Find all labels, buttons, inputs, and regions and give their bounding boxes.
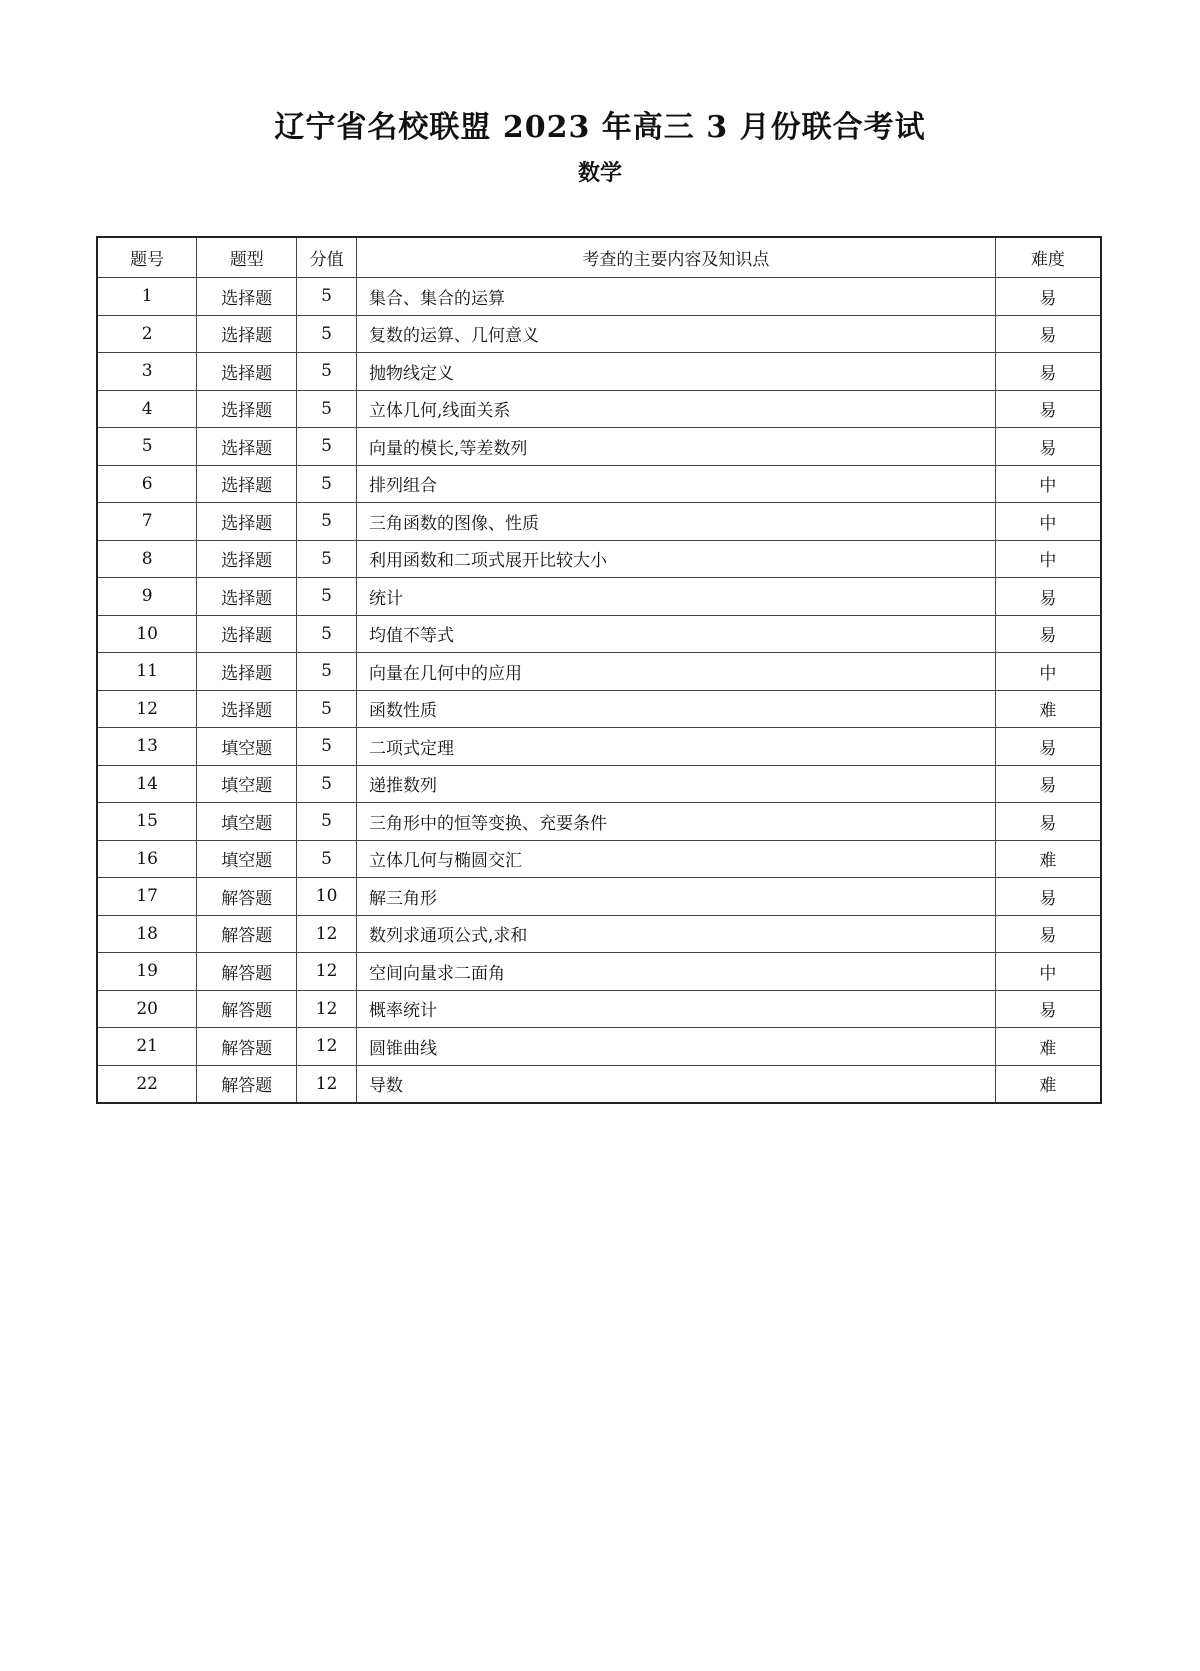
cell-type: 选择题 bbox=[197, 690, 297, 728]
table-row bbox=[97, 428, 1101, 466]
cell-score: 5 bbox=[297, 465, 357, 503]
cell-type: 选择题 bbox=[197, 278, 297, 316]
cell-score: 5 bbox=[297, 278, 357, 316]
table-row bbox=[97, 878, 1101, 916]
cell-number: 9 bbox=[97, 578, 197, 616]
cell-number: 3 bbox=[97, 353, 197, 391]
cell-number: 11 bbox=[97, 653, 197, 691]
cell-number: 1 bbox=[97, 278, 197, 316]
cell-difficulty: 难 bbox=[995, 840, 1101, 878]
table-row bbox=[97, 1065, 1101, 1103]
cell-difficulty: 易 bbox=[995, 915, 1101, 953]
table-row bbox=[97, 953, 1101, 991]
cell-type: 选择题 bbox=[197, 615, 297, 653]
cell-difficulty: 难 bbox=[995, 1028, 1101, 1066]
cell-difficulty: 易 bbox=[995, 353, 1101, 391]
cell-number: 19 bbox=[97, 953, 197, 991]
cell-content: 立体几何与椭圆交汇 bbox=[357, 840, 996, 878]
cell-score: 5 bbox=[297, 728, 357, 766]
cell-score: 5 bbox=[297, 765, 357, 803]
cell-type: 选择题 bbox=[197, 390, 297, 428]
cell-score: 5 bbox=[297, 390, 357, 428]
cell-content: 向量的模长,等差数列 bbox=[357, 428, 996, 466]
table-row bbox=[97, 690, 1101, 728]
table-row bbox=[97, 1028, 1101, 1066]
cell-number: 2 bbox=[97, 315, 197, 353]
cell-difficulty: 难 bbox=[995, 1065, 1101, 1103]
header-number: 题号 bbox=[97, 237, 197, 278]
cell-content: 利用函数和二项式展开比较大小 bbox=[357, 540, 996, 578]
cell-number: 14 bbox=[97, 765, 197, 803]
cell-difficulty: 易 bbox=[995, 315, 1101, 353]
cell-type: 填空题 bbox=[197, 728, 297, 766]
cell-difficulty: 中 bbox=[995, 465, 1101, 503]
table-row bbox=[97, 990, 1101, 1028]
cell-score: 5 bbox=[297, 540, 357, 578]
page-title: 辽宁省名校联盟 2023 年高三 3 月份联合考试 bbox=[274, 110, 926, 145]
cell-content: 三角形中的恒等变换、充要条件 bbox=[357, 803, 996, 841]
table-row bbox=[97, 390, 1101, 428]
table-row bbox=[97, 465, 1101, 503]
cell-difficulty: 易 bbox=[995, 615, 1101, 653]
cell-score: 5 bbox=[297, 803, 357, 841]
cell-content: 均值不等式 bbox=[357, 615, 996, 653]
cell-score: 12 bbox=[297, 915, 357, 953]
cell-content: 向量在几何中的应用 bbox=[357, 653, 996, 691]
cell-number: 20 bbox=[97, 990, 197, 1028]
cell-type: 选择题 bbox=[197, 653, 297, 691]
cell-number: 8 bbox=[97, 540, 197, 578]
header-type: 题型 bbox=[197, 237, 297, 278]
cell-difficulty: 中 bbox=[995, 503, 1101, 541]
cell-score: 12 bbox=[297, 953, 357, 991]
table-row bbox=[97, 915, 1101, 953]
cell-number: 10 bbox=[97, 615, 197, 653]
cell-score: 5 bbox=[297, 840, 357, 878]
cell-score: 5 bbox=[297, 503, 357, 541]
table-row bbox=[97, 728, 1101, 766]
cell-content: 数列求通项公式,求和 bbox=[357, 915, 996, 953]
cell-content: 排列组合 bbox=[357, 465, 996, 503]
cell-difficulty: 中 bbox=[995, 953, 1101, 991]
cell-content: 导数 bbox=[357, 1065, 996, 1103]
cell-content: 概率统计 bbox=[357, 990, 996, 1028]
cell-score: 5 bbox=[297, 315, 357, 353]
table-row bbox=[97, 540, 1101, 578]
cell-type: 选择题 bbox=[197, 315, 297, 353]
cell-type: 解答题 bbox=[197, 915, 297, 953]
header-score: 分值 bbox=[297, 237, 357, 278]
table-row bbox=[97, 315, 1101, 353]
cell-number: 17 bbox=[97, 878, 197, 916]
cell-number: 16 bbox=[97, 840, 197, 878]
cell-difficulty: 易 bbox=[995, 878, 1101, 916]
cell-number: 4 bbox=[97, 390, 197, 428]
cell-type: 选择题 bbox=[197, 465, 297, 503]
cell-type: 解答题 bbox=[197, 1028, 297, 1066]
table-row bbox=[97, 353, 1101, 391]
header-difficulty: 难度 bbox=[995, 237, 1101, 278]
cell-content: 圆锥曲线 bbox=[357, 1028, 996, 1066]
cell-number: 21 bbox=[97, 1028, 197, 1066]
cell-type: 填空题 bbox=[197, 840, 297, 878]
cell-score: 5 bbox=[297, 578, 357, 616]
table-row bbox=[97, 615, 1101, 653]
cell-content: 立体几何,线面关系 bbox=[357, 390, 996, 428]
cell-type: 选择题 bbox=[197, 503, 297, 541]
cell-difficulty: 易 bbox=[995, 765, 1101, 803]
cell-difficulty: 易 bbox=[995, 428, 1101, 466]
cell-content: 复数的运算、几何意义 bbox=[357, 315, 996, 353]
cell-type: 选择题 bbox=[197, 428, 297, 466]
cell-score: 12 bbox=[297, 1028, 357, 1066]
cell-difficulty: 难 bbox=[995, 690, 1101, 728]
cell-difficulty: 易 bbox=[995, 728, 1101, 766]
cell-number: 18 bbox=[97, 915, 197, 953]
table-row bbox=[97, 765, 1101, 803]
cell-content: 集合、集合的运算 bbox=[357, 278, 996, 316]
cell-type: 解答题 bbox=[197, 953, 297, 991]
cell-number: 15 bbox=[97, 803, 197, 841]
cell-score: 5 bbox=[297, 353, 357, 391]
cell-difficulty: 易 bbox=[995, 803, 1101, 841]
cell-number: 13 bbox=[97, 728, 197, 766]
cell-number: 5 bbox=[97, 428, 197, 466]
table-row bbox=[97, 803, 1101, 841]
cell-difficulty: 易 bbox=[995, 578, 1101, 616]
cell-content: 解三角形 bbox=[357, 878, 996, 916]
cell-difficulty: 易 bbox=[995, 390, 1101, 428]
cell-content: 抛物线定义 bbox=[357, 353, 996, 391]
cell-difficulty: 易 bbox=[995, 278, 1101, 316]
cell-score: 12 bbox=[297, 990, 357, 1028]
cell-difficulty: 易 bbox=[995, 990, 1101, 1028]
cell-content: 函数性质 bbox=[357, 690, 996, 728]
cell-type: 选择题 bbox=[197, 578, 297, 616]
cell-difficulty: 中 bbox=[995, 653, 1101, 691]
cell-type: 解答题 bbox=[197, 878, 297, 916]
cell-score: 12 bbox=[297, 1065, 357, 1103]
cell-type: 解答题 bbox=[197, 990, 297, 1028]
cell-score: 5 bbox=[297, 615, 357, 653]
cell-number: 12 bbox=[97, 690, 197, 728]
cell-type: 选择题 bbox=[197, 353, 297, 391]
cell-type: 解答题 bbox=[197, 1065, 297, 1103]
header-content: 考查的主要内容及知识点 bbox=[357, 237, 996, 278]
cell-content: 递推数列 bbox=[357, 765, 996, 803]
cell-number: 22 bbox=[97, 1065, 197, 1103]
cell-type: 填空题 bbox=[197, 803, 297, 841]
cell-type: 填空题 bbox=[197, 765, 297, 803]
cell-score: 5 bbox=[297, 653, 357, 691]
cell-content: 二项式定理 bbox=[357, 728, 996, 766]
cell-content: 统计 bbox=[357, 578, 996, 616]
table-row bbox=[97, 840, 1101, 878]
table-row bbox=[97, 503, 1101, 541]
cell-score: 5 bbox=[297, 428, 357, 466]
table-row bbox=[97, 578, 1101, 616]
table-row bbox=[97, 653, 1101, 691]
cell-type: 选择题 bbox=[197, 540, 297, 578]
cell-content: 三角函数的图像、性质 bbox=[357, 503, 996, 541]
cell-difficulty: 中 bbox=[995, 540, 1101, 578]
table-row bbox=[97, 278, 1101, 316]
cell-content: 空间向量求二面角 bbox=[357, 953, 996, 991]
page-subtitle: 数学 bbox=[577, 161, 622, 186]
table-body bbox=[97, 278, 1101, 1104]
cell-number: 7 bbox=[97, 503, 197, 541]
table-header-row bbox=[97, 237, 1101, 278]
cell-score: 5 bbox=[297, 690, 357, 728]
cell-number: 6 bbox=[97, 465, 197, 503]
exam-spec-table bbox=[96, 236, 1102, 1104]
cell-score: 10 bbox=[297, 878, 357, 916]
